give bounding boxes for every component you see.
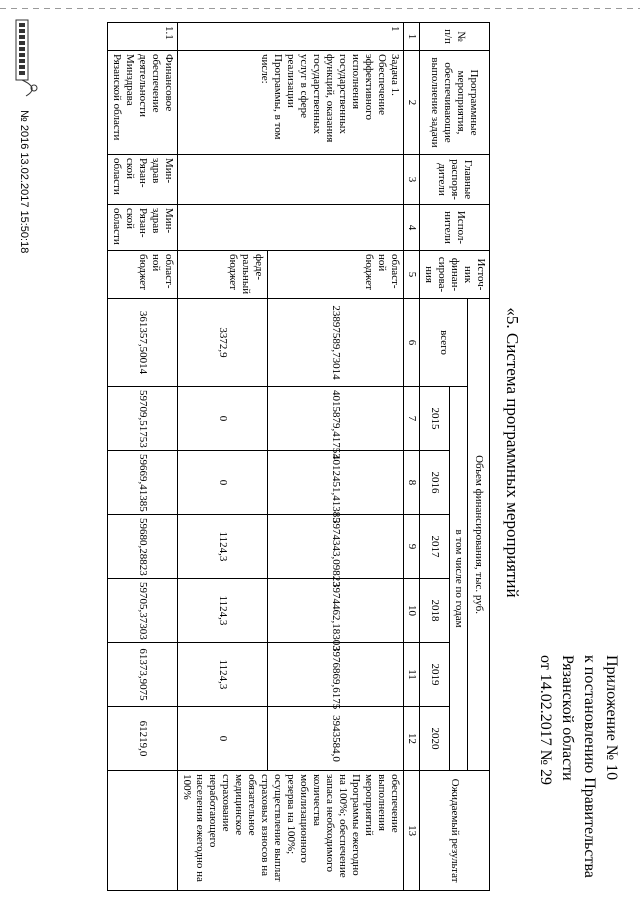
task1-federal-2020: 0 (178, 707, 268, 771)
task1-source-regional: област-ной бюджет (267, 251, 403, 299)
item11-2016: 59669,41385 (108, 451, 178, 515)
column-index-row (404, 23, 420, 891)
col-index-6: 6 (404, 299, 420, 387)
item11-managers: Мин-здрав Рязан-ской области (108, 155, 178, 205)
col-index-2: 2 (404, 51, 420, 155)
col-index-12: 12 (404, 707, 420, 771)
header-year-2016: 2016 (420, 451, 450, 515)
item11-2019: 61373,9075 (108, 643, 178, 707)
header-total: всего (420, 299, 468, 387)
task1-regional-2018: 3974462,18303 (267, 579, 403, 643)
col-index-1: 1 (404, 23, 420, 51)
item11-result (108, 771, 178, 891)
section-title: «5. Система программных мероприятий (503, 307, 522, 598)
task1-result: обеспечение выполнения мероприятий Программы ежегодно на 100%; обеспечение запаса необходимого количества мобилизационного резерва на 100%; осуществление выплат страховых взносов на обязательное медицинское страхование неработающего населения ежегодно на 100% (178, 771, 404, 891)
appendix-line-1: Приложение № 10 (603, 655, 620, 781)
appendix-line-2: к постановлению Правительства (581, 655, 598, 878)
item11-num: 1.1 (108, 23, 178, 51)
col-index-10: 10 (404, 579, 420, 643)
appendix-line-3: Рязанской области (559, 655, 576, 781)
item11-2017: 59680,28823 (108, 515, 178, 579)
header-row-1 (468, 23, 490, 891)
item11-source: област-ной бюджет (108, 251, 178, 299)
task1-managers (178, 155, 404, 205)
item11-2015: 59709,51753 (108, 387, 178, 451)
header-executors: Испол-нители (420, 205, 490, 251)
header-by-years: в том числе по годам (450, 387, 468, 771)
task1-federal-2017: 1124,3 (178, 515, 268, 579)
header-year-2019: 2019 (420, 643, 450, 707)
task1-regional-2016: 4012451,41385 (267, 451, 403, 515)
col-index-13: 13 (404, 771, 420, 891)
task1-source-federal: феде-ральный бюджет (178, 251, 268, 299)
task1-num: 1 (178, 23, 404, 51)
header-year-2015: 2015 (420, 387, 450, 451)
appendix-header (534, 655, 622, 895)
item11-name: Финансовое обеспечение деятельности Минздрава Рязанской области (108, 51, 178, 155)
task1-regional-2020: 3943584,0 (267, 707, 403, 771)
table-row (108, 23, 178, 891)
print-timestamp: № 2016 13.02.2017 15:50:18 (18, 110, 30, 254)
item11-total: 361357,50014 (108, 299, 178, 387)
header-num: № п/п (420, 23, 490, 51)
col-index-4: 4 (404, 205, 420, 251)
col-index-7: 7 (404, 387, 420, 451)
task1-regional-2015: 4015879,41753 (267, 387, 403, 451)
header-result: Ожидаемый результат (420, 771, 490, 891)
item11-2020: 61219,0 (108, 707, 178, 771)
col-index-9: 9 (404, 515, 420, 579)
header-source: Источ-ник финан-сирова-ния (420, 251, 490, 299)
task1-name: Задача 1. Обеспечение эффективного исполнения государственных функций, оказания государственных услуг в сфере реализации Программы, в том числе: (178, 51, 404, 155)
item11-2018: 59705,37303 (108, 579, 178, 643)
header-year-2018: 2018 (420, 579, 450, 643)
task1-federal-2016: 0 (178, 451, 268, 515)
task1-federal-2018: 1124,3 (178, 579, 268, 643)
task1-executors (178, 205, 404, 251)
item11-executors: Мин-здрав Рязан-ской области (108, 205, 178, 251)
task1-regional-2017: 3974343,09823 (267, 515, 403, 579)
header-financing: Объем финансирования, тыс. руб. (468, 299, 490, 771)
col-index-8: 8 (404, 451, 420, 515)
task1-regional-2019: 3976869,6175 (267, 643, 403, 707)
header-managers: Главные распоря-дители (420, 155, 490, 205)
table-row (267, 23, 403, 891)
col-index-3: 3 (404, 155, 420, 205)
col-index-11: 11 (404, 643, 420, 707)
task1-federal-total: 3372,9 (178, 299, 268, 387)
task1-federal-2015: 0 (178, 387, 268, 451)
task1-federal-2019: 1124,3 (178, 643, 268, 707)
col-index-5: 5 (404, 251, 420, 299)
header-year-2017: 2017 (420, 515, 450, 579)
programme-measures-table (107, 22, 490, 891)
header-year-2020: 2020 (420, 707, 450, 771)
appendix-line-4: от 14.02.2017 № 29 (537, 655, 554, 786)
task1-regional-total: 23897589,73014 (267, 299, 403, 387)
header-measures: Программные мероприятия, обеспечивающие выполнение задачи (420, 51, 490, 155)
registration-stamp-icon (14, 18, 44, 98)
